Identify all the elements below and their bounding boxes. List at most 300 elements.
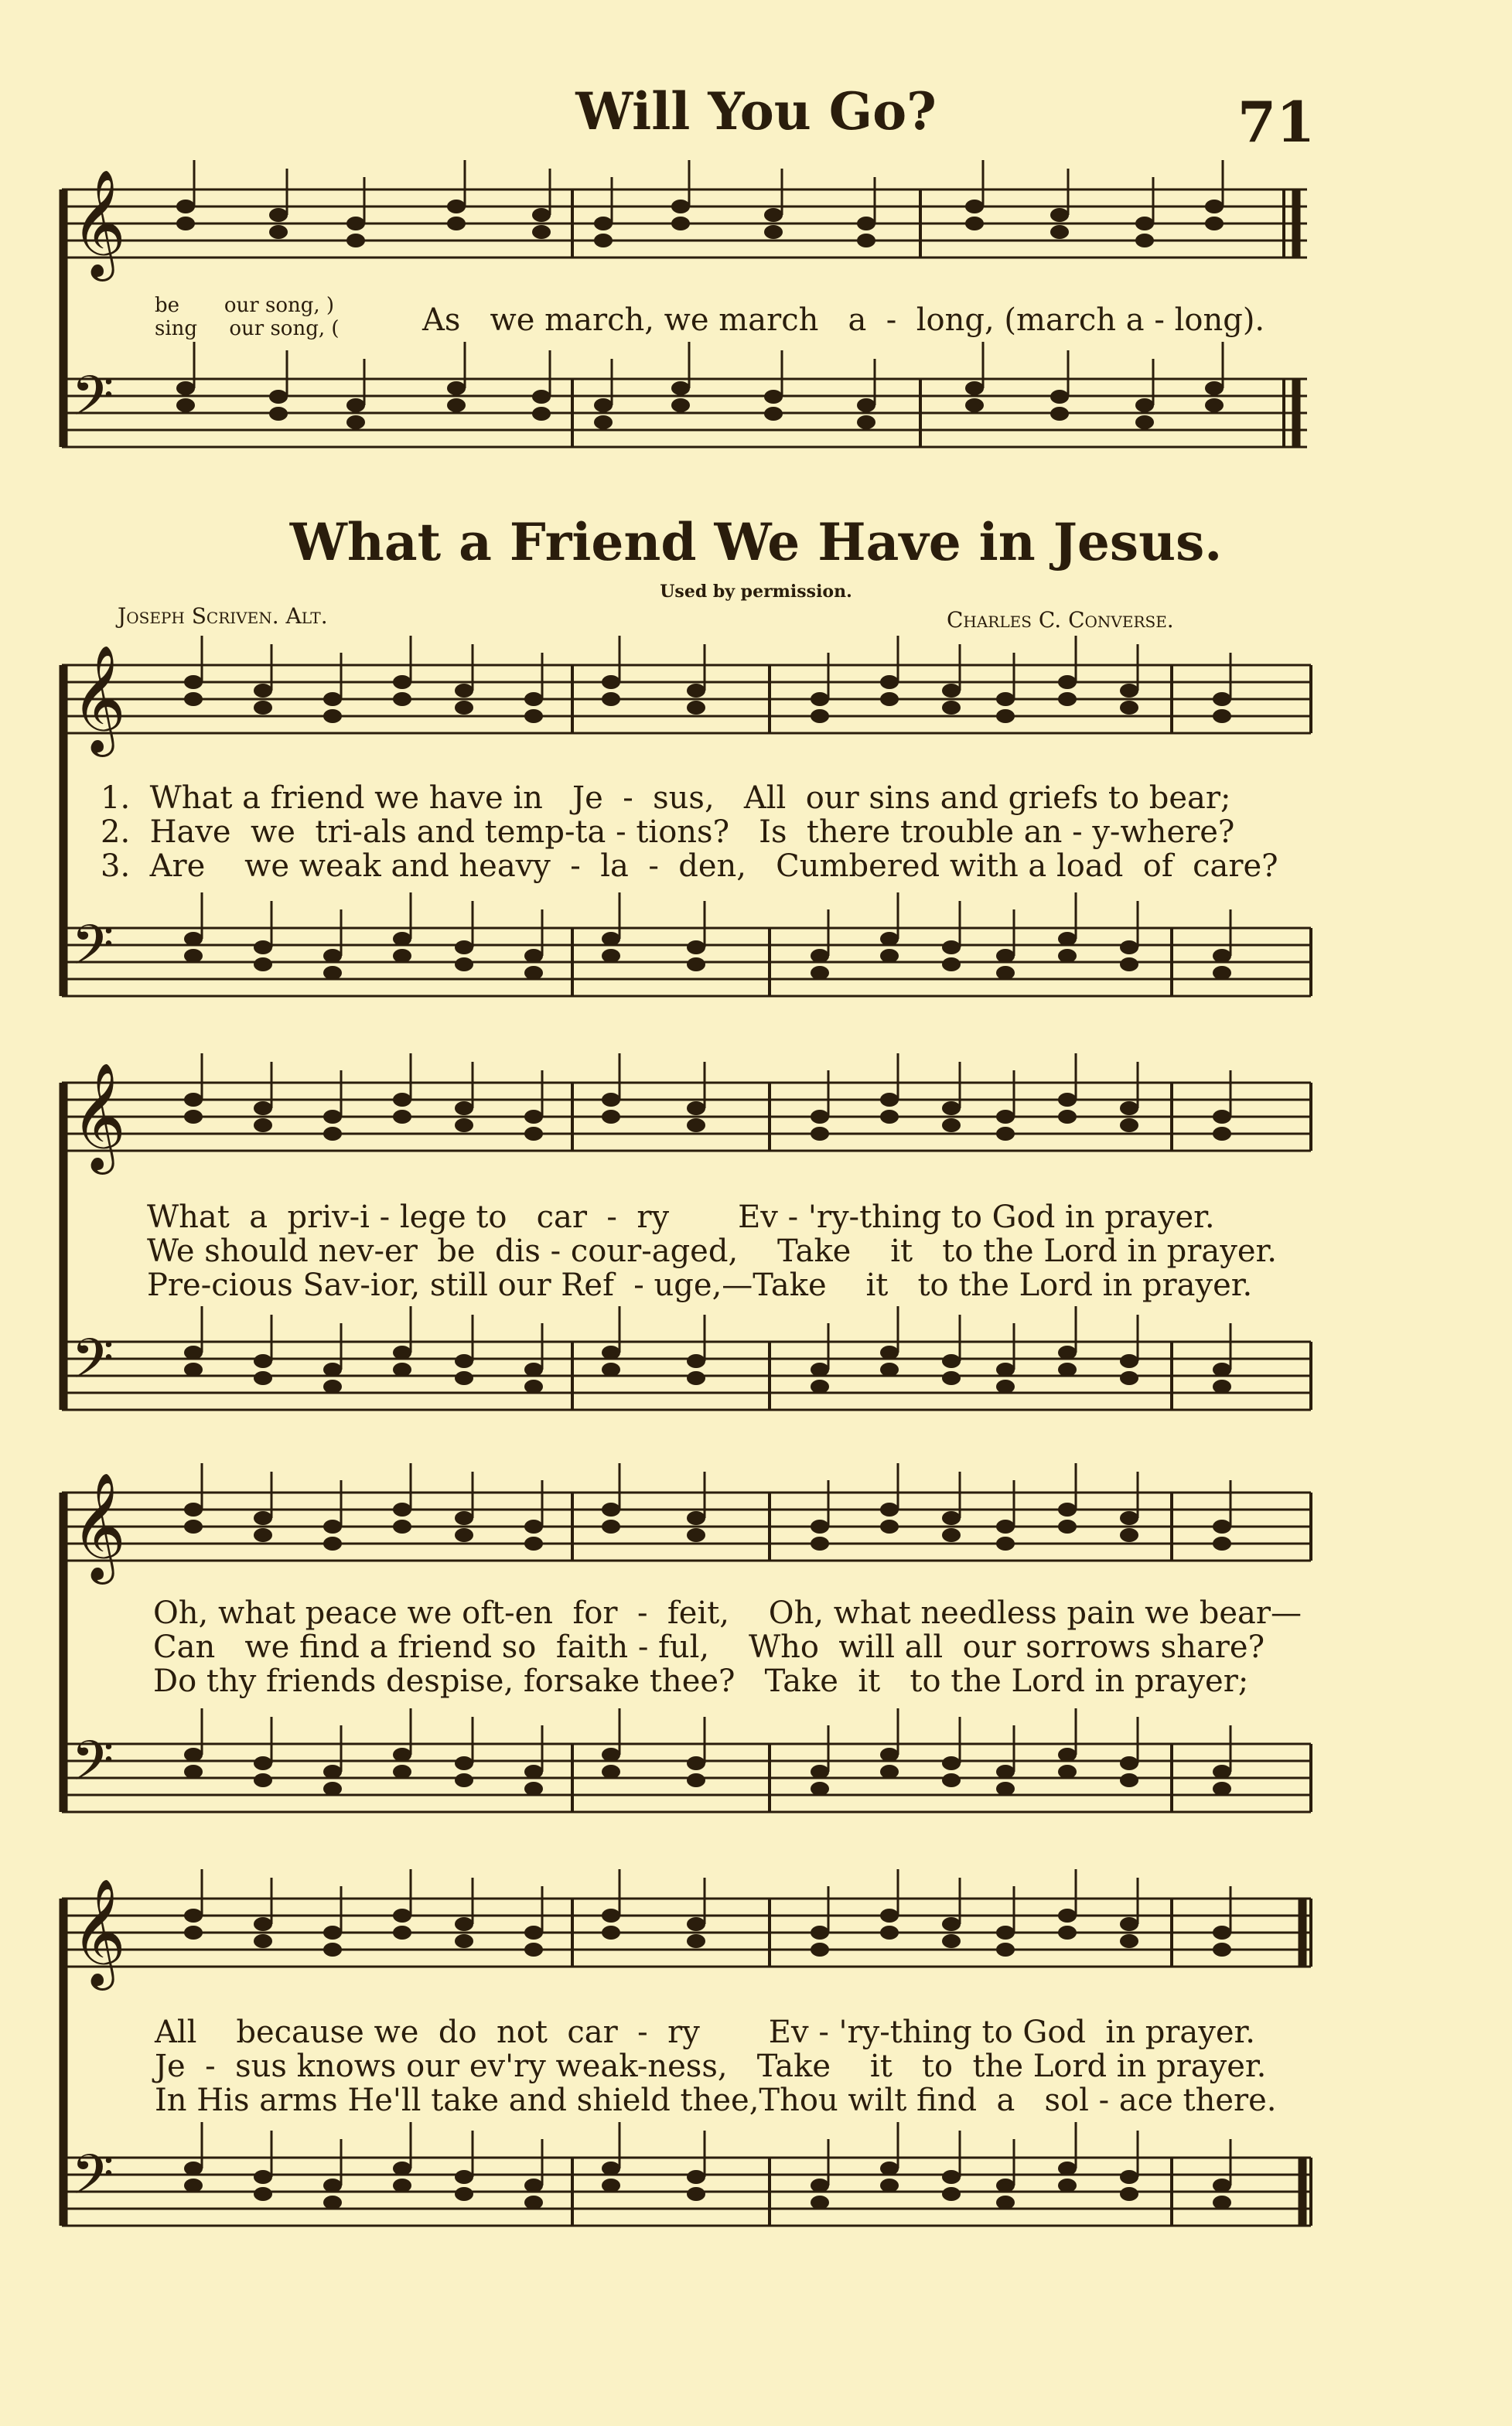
hymn1-bass-note bbox=[532, 407, 551, 421]
hymn2-system3-treble-note bbox=[1120, 1528, 1138, 1542]
hymn1-treble-note bbox=[857, 234, 875, 247]
hymn2-system1-treble-note bbox=[455, 701, 473, 715]
hymn2-system3-treble-note bbox=[184, 1503, 203, 1517]
hymn2-system3-treble-note bbox=[455, 1528, 473, 1542]
hymn1-treble-note bbox=[671, 217, 690, 230]
hymn2-system4-treble-note bbox=[1213, 1943, 1231, 1957]
hymn2-system4-bass-note bbox=[455, 2170, 473, 2184]
hymn2-system1-bass-note bbox=[1058, 932, 1077, 946]
hymn2-system2-bass-clef: 𝄢 bbox=[71, 1327, 114, 1404]
hymn2-system4-bass-note bbox=[942, 2170, 961, 2184]
hymn2-system1-bass-note bbox=[323, 966, 342, 980]
hymn1-bass-note bbox=[447, 398, 466, 412]
hymn2-system4-treble-note bbox=[524, 1926, 543, 1940]
system2-lyrics: What a priv-i - lege to car - ry Ev - 'ry-thing to God in prayer. We should nev-er be dis - cour-aged, Take it to the Lord in prayer. Pre-cious Sav-ior, still our Ref - uge,—Take it to the Lord in prayer. bbox=[147, 1199, 1277, 1303]
hymn2-system1-bass-note bbox=[811, 966, 829, 980]
hymn2-system2-bass-note bbox=[602, 1346, 620, 1360]
hymn2-system2-bass-note bbox=[1213, 1363, 1231, 1377]
hymn1-bass-note bbox=[1205, 381, 1224, 395]
hymn2-system4-bass-note bbox=[602, 2162, 620, 2175]
hymn2-system1-treble-note bbox=[880, 675, 899, 689]
hymn2-system2-bass-note bbox=[1120, 1354, 1138, 1368]
hymn2-system4-treble-note bbox=[687, 1934, 705, 1948]
hymn2-system3-bass-note bbox=[184, 1748, 203, 1762]
hymn2-system1-treble-note bbox=[880, 692, 899, 706]
hymn2-system3-treble-note bbox=[1213, 1520, 1231, 1534]
hymn2-system1-treble-note bbox=[455, 684, 473, 698]
hymn2-system1-bass-note bbox=[524, 966, 543, 980]
hymn2-system1-bass-note bbox=[996, 966, 1015, 980]
hymn1-bass-note bbox=[671, 381, 690, 395]
hymn1-treble-note bbox=[447, 217, 466, 230]
hymn2-system1-treble-note bbox=[393, 692, 411, 706]
hymn2-system1-treble-note bbox=[811, 692, 829, 706]
hymn1-bass-note bbox=[965, 381, 984, 395]
hymn2-system3-bass-note bbox=[1058, 1765, 1077, 1779]
hymn2-system4-bass-note bbox=[254, 2187, 272, 2201]
hymn2-system4-treble-note bbox=[811, 1943, 829, 1957]
author-credit: Joseph Scriven. Alt. bbox=[118, 603, 328, 629]
hymn2-system1-bass-note bbox=[996, 949, 1015, 963]
hymn2-system1-treble-note bbox=[254, 684, 272, 698]
hymn2-system1-treble-note bbox=[524, 692, 543, 706]
hymn2-system2-treble-note bbox=[184, 1093, 203, 1107]
hymn2-system2-treble-note bbox=[323, 1127, 342, 1141]
hymn1-lyric-prefix: be our song, ) sing our song, ( bbox=[155, 294, 340, 340]
hymn2-system3-bass-note bbox=[455, 1756, 473, 1770]
hymn1-bass-note bbox=[532, 390, 551, 404]
hymn2-system4-bass-note bbox=[1120, 2187, 1138, 2201]
hymn2-system1-treble-clef: 𝄞 bbox=[71, 645, 126, 752]
hymn2-system3-bass-note bbox=[996, 1765, 1015, 1779]
hymn1-treble-note bbox=[346, 234, 365, 247]
hymn2-system3-bass-note bbox=[942, 1756, 961, 1770]
hymn1-treble-note bbox=[965, 217, 984, 230]
hymn1-bass-note bbox=[269, 407, 288, 421]
hymn2-system1-bass-note bbox=[524, 949, 543, 963]
hymn2-system3-bass-note bbox=[455, 1773, 473, 1787]
system1-lyrics: 1. What a friend we have in Je - sus, All our sins and griefs to bear; 2. Have we tri-als and temp-ta - tions? Is there trouble an - y-where? 3. Are we weak and heavy - la - den, Cumbered with a load of care? bbox=[101, 780, 1278, 884]
hymn2-system3-bass-note bbox=[811, 1782, 829, 1796]
hymn1-bass-note bbox=[764, 390, 783, 404]
hymn2-system2-treble-note bbox=[393, 1110, 411, 1124]
hymn2-system3-bass-note bbox=[184, 1765, 203, 1779]
hymn2-system3-treble-note bbox=[811, 1520, 829, 1534]
hymn2-system1-bass-note bbox=[811, 949, 829, 963]
hymn2-system2-bass-note bbox=[811, 1363, 829, 1377]
permission-note: Used by permission. bbox=[660, 582, 852, 602]
hymn2-system3-treble-note bbox=[323, 1537, 342, 1551]
hymn1-treble-note bbox=[269, 208, 288, 222]
hymn2-system2-treble-clef: 𝄞 bbox=[71, 1063, 126, 1170]
hymn2-system3-treble-note bbox=[393, 1503, 411, 1517]
hymn1-bass-note bbox=[1135, 415, 1154, 429]
hymn2-system4-treble-note bbox=[880, 1926, 899, 1940]
hymn2-system1-bass-note bbox=[942, 957, 961, 971]
hymn2-system3-bass-note bbox=[254, 1773, 272, 1787]
hymn2-system2-bass-note bbox=[184, 1363, 203, 1377]
hymn2-system1-treble-note bbox=[254, 701, 272, 715]
hymn2-system2-bass-note bbox=[1058, 1363, 1077, 1377]
hymn2-system2-bass-note bbox=[1058, 1346, 1077, 1360]
hymn2-system2-bass-note bbox=[323, 1363, 342, 1377]
hymn2-system2-treble-note bbox=[687, 1118, 705, 1132]
hymn2-system4-bass-note bbox=[1213, 2196, 1231, 2209]
hymn2-system3-treble-note bbox=[602, 1503, 620, 1517]
hymn2-system2-treble-note bbox=[1058, 1110, 1077, 1124]
hymn2-system4-bass-note bbox=[880, 2179, 899, 2192]
hymn1-treble-note bbox=[671, 200, 690, 213]
hymn1-bass-note bbox=[1135, 398, 1154, 412]
hymn2-system1-bass-note bbox=[1120, 957, 1138, 971]
hymn2-system3-treble-note bbox=[811, 1537, 829, 1551]
hymn2-system4-treble-note bbox=[880, 1909, 899, 1923]
hymn2-system3-treble-note bbox=[880, 1503, 899, 1517]
hymn2-system3-bass-note bbox=[524, 1782, 543, 1796]
hymn2-system3-treble-note bbox=[455, 1511, 473, 1525]
hymn2-system3-bass-note bbox=[1058, 1748, 1077, 1762]
hymn2-system4-bass-note bbox=[687, 2187, 705, 2201]
hymn2-system1-bass-note bbox=[1213, 966, 1231, 980]
hymn1-bass-note bbox=[176, 381, 195, 395]
hymn1-treble-note bbox=[857, 217, 875, 230]
hymn2-system2-treble-note bbox=[323, 1110, 342, 1124]
hymn2-system3-bass-note bbox=[1213, 1782, 1231, 1796]
hymn1-treble-note bbox=[594, 234, 613, 247]
hymn1-bass-note bbox=[346, 415, 365, 429]
hymn1-treble-note bbox=[1135, 217, 1154, 230]
hymn2-system2-bass-note bbox=[524, 1363, 543, 1377]
hymn2-system4-bass-note bbox=[1213, 2179, 1231, 2192]
hymn2-system4-treble-clef: 𝄞 bbox=[71, 1878, 126, 1986]
hymn2-system2-treble-note bbox=[524, 1127, 543, 1141]
hymn2-system2-bass-note bbox=[687, 1371, 705, 1385]
hymn2-system4-bass-clef: 𝄢 bbox=[71, 2143, 114, 2220]
hymn2-system4-treble-note bbox=[1120, 1917, 1138, 1931]
hymn2-system4-bass-note bbox=[996, 2179, 1015, 2192]
hymn1-bass-note bbox=[764, 407, 783, 421]
hymn2-system2-treble-note bbox=[602, 1110, 620, 1124]
hymn2-system4-treble-note bbox=[687, 1917, 705, 1931]
hymn2-system4-treble-note bbox=[942, 1934, 961, 1948]
hymn2-system3-treble-note bbox=[996, 1537, 1015, 1551]
hymn2-system2-treble-note bbox=[996, 1110, 1015, 1124]
hymn2-system4-bass-note bbox=[996, 2196, 1015, 2209]
hymn2-system1-bass-note bbox=[323, 949, 342, 963]
hymn1-treble-note bbox=[1050, 208, 1069, 222]
hymn2-system2-bass-note bbox=[184, 1346, 203, 1360]
hymn2-system2-bass-note bbox=[254, 1354, 272, 1368]
hymn2-system1-treble-note bbox=[687, 701, 705, 715]
hymn2-system2-bass-note bbox=[1213, 1380, 1231, 1394]
hymn2-system2-bass-note bbox=[687, 1354, 705, 1368]
hymn2-system1-treble-note bbox=[602, 692, 620, 706]
hymn2-system1-bass-note bbox=[602, 932, 620, 946]
hymn1-bass-note bbox=[965, 398, 984, 412]
hymn2-system1-bass-note bbox=[254, 940, 272, 954]
hymn1-lyric-line: As we march, we march a - long, (march a - long). bbox=[422, 302, 1265, 338]
hymn2-system2-bass-note bbox=[1120, 1371, 1138, 1385]
hymn2-system1-bass-note bbox=[880, 932, 899, 946]
hymn1-bass-note bbox=[1050, 390, 1069, 404]
hymn2-system4-bass-note bbox=[880, 2162, 899, 2175]
hymn2-system3-bass-note bbox=[687, 1773, 705, 1787]
hymn1-bass-clef: 𝄢 bbox=[71, 364, 114, 442]
hymn2-system4-treble-note bbox=[602, 1909, 620, 1923]
hymn2-system4-treble-note bbox=[323, 1926, 342, 1940]
hymn1-treble-note bbox=[532, 208, 551, 222]
hymn2-system3-bass-note bbox=[880, 1765, 899, 1779]
hymn2-system3-bass-note bbox=[323, 1782, 342, 1796]
hymn2-system1-treble-note bbox=[323, 709, 342, 723]
hymn2-system2-treble-note bbox=[687, 1101, 705, 1115]
hymn2-system4-treble-note bbox=[184, 1926, 203, 1940]
hymn2-system3-treble-note bbox=[254, 1528, 272, 1542]
hymn2-system4-treble-note bbox=[455, 1934, 473, 1948]
hymn2-system1-treble-note bbox=[687, 684, 705, 698]
hymn2-system1-bass-note bbox=[942, 940, 961, 954]
hymn2-system3-treble-note bbox=[524, 1537, 543, 1551]
hymn2-system4-treble-note bbox=[524, 1943, 543, 1957]
hymn1-treble-note bbox=[1205, 200, 1224, 213]
hymn2-system1-treble-note bbox=[942, 701, 961, 715]
hymn2-system3-treble-note bbox=[323, 1520, 342, 1534]
hymn2-system4-treble-note bbox=[393, 1909, 411, 1923]
hymn2-system4-bass-note bbox=[811, 2196, 829, 2209]
hymn1-treble-note bbox=[764, 225, 783, 239]
hymn2-system4-treble-note bbox=[323, 1943, 342, 1957]
hymn2-system4-bass-note bbox=[455, 2187, 473, 2201]
hymn2-system4-treble-note bbox=[254, 1917, 272, 1931]
hymn2-system4-treble-note bbox=[602, 1926, 620, 1940]
hymn2-system2-bass-note bbox=[880, 1363, 899, 1377]
hymn2-system1-bass-note bbox=[254, 957, 272, 971]
hymn1-treble-note bbox=[1135, 234, 1154, 247]
hymn2-system1-treble-note bbox=[184, 692, 203, 706]
hymn2-system1-treble-note bbox=[811, 709, 829, 723]
hymn2-system1-treble-note bbox=[1058, 692, 1077, 706]
hymn2-system2-bass-note bbox=[524, 1380, 543, 1394]
hymn2-system2-bass-note bbox=[393, 1363, 411, 1377]
hymn1-treble-note bbox=[594, 217, 613, 230]
system4-lyrics: All because we do not car - ry Ev - 'ry-thing to God in prayer. Je - sus knows our ev'ry weak-ness, Take it to the Lord in prayer. In His arms He'll take and shield thee,Thou wilt find a sol - ace there. bbox=[155, 2015, 1277, 2118]
hymn2-system1-bass-note bbox=[393, 949, 411, 963]
hymn2-system2-bass-note bbox=[942, 1371, 961, 1385]
hymn2-system4-treble-note bbox=[254, 1934, 272, 1948]
hymn1-treble-note bbox=[764, 208, 783, 222]
hymn1-bass-note bbox=[857, 415, 875, 429]
hymn2-system2-treble-note bbox=[602, 1093, 620, 1107]
hymn1-treble-note bbox=[532, 225, 551, 239]
hymn2-system1-treble-note bbox=[184, 675, 203, 689]
hymn2-system3-bass-note bbox=[1213, 1765, 1231, 1779]
hymn2-system2-bass-note bbox=[880, 1346, 899, 1360]
hymn2-system3-bass-note bbox=[393, 1748, 411, 1762]
hymn2-system2-bass-note bbox=[811, 1380, 829, 1394]
hymn2-system2-treble-note bbox=[811, 1127, 829, 1141]
hymn2-system2-treble-note bbox=[524, 1110, 543, 1124]
hymn2-system3-treble-note bbox=[942, 1511, 961, 1525]
hymn1-bass-note bbox=[447, 381, 466, 395]
hymn2-system3-treble-note bbox=[1213, 1537, 1231, 1551]
hymn2-system4-bass-note bbox=[687, 2170, 705, 2184]
hymn2-system3-bass-note bbox=[393, 1765, 411, 1779]
hymn2-system2-treble-note bbox=[942, 1118, 961, 1132]
hymn2-system2-bass-note bbox=[254, 1371, 272, 1385]
hymn2-system1-bass-note bbox=[1120, 940, 1138, 954]
hymn2-system1-treble-note bbox=[1120, 684, 1138, 698]
hymn2-system2-bass-note bbox=[393, 1346, 411, 1360]
hymn2-system4-bass-note bbox=[524, 2196, 543, 2209]
hymn2-system1-treble-note bbox=[942, 684, 961, 698]
hymn2-system2-bass-note bbox=[323, 1380, 342, 1394]
hymn2-system3-bass-note bbox=[602, 1748, 620, 1762]
hymn2-system4-treble-note bbox=[1213, 1926, 1231, 1940]
hymn2-system3-treble-note bbox=[687, 1511, 705, 1525]
hymn2-system1-bass-note bbox=[687, 957, 705, 971]
hymn1-bass-note bbox=[1205, 398, 1224, 412]
hymn2-system3-bass-note bbox=[254, 1756, 272, 1770]
hymn2-system4-treble-note bbox=[942, 1917, 961, 1931]
hymn2-system2-treble-note bbox=[455, 1118, 473, 1132]
hymn2-system3-bass-note bbox=[942, 1773, 961, 1787]
hymn2-system1-bass-note bbox=[1058, 949, 1077, 963]
hymn-title-what-a-friend: What a Friend We Have in Jesus. bbox=[289, 512, 1223, 572]
hymn2-system4-treble-note bbox=[1120, 1934, 1138, 1948]
hymn2-system2-bass-note bbox=[996, 1363, 1015, 1377]
hymn2-system4-bass-note bbox=[1120, 2170, 1138, 2184]
hymn2-system1-bass-note bbox=[455, 957, 473, 971]
hymn2-system2-treble-note bbox=[1213, 1127, 1231, 1141]
hymn2-system3-bass-note bbox=[687, 1756, 705, 1770]
hymn2-system3-treble-note bbox=[602, 1520, 620, 1534]
hymn2-system1-treble-note bbox=[1120, 701, 1138, 715]
hymn2-system4-bass-note bbox=[254, 2170, 272, 2184]
hymn1-treble-note bbox=[965, 200, 984, 213]
hymn2-system3-treble-note bbox=[254, 1511, 272, 1525]
hymn2-system4-bass-note bbox=[524, 2179, 543, 2192]
hymn1-bass-note bbox=[857, 398, 875, 412]
hymn2-system2-bass-note bbox=[455, 1371, 473, 1385]
hymn1-treble-note bbox=[269, 225, 288, 239]
hymn2-system3-treble-note bbox=[1058, 1520, 1077, 1534]
hymn2-system1-bass-note bbox=[687, 940, 705, 954]
hymn2-system2-bass-note bbox=[942, 1354, 961, 1368]
hymn1-bass-note bbox=[594, 415, 613, 429]
hymn2-system4-treble-note bbox=[184, 1909, 203, 1923]
hymn2-system4-bass-note bbox=[393, 2162, 411, 2175]
hymn2-system4-bass-note bbox=[1058, 2162, 1077, 2175]
hymn2-system2-treble-note bbox=[455, 1101, 473, 1115]
hymn2-system2-treble-note bbox=[1120, 1101, 1138, 1115]
hymn2-system1-bass-note bbox=[393, 932, 411, 946]
hymn2-system2-bass-note bbox=[602, 1363, 620, 1377]
hymn2-system4-bass-note bbox=[323, 2196, 342, 2209]
hymn2-system1-bass-note bbox=[880, 949, 899, 963]
hymn2-system1-treble-note bbox=[1213, 709, 1231, 723]
hymn2-system2-bass-note bbox=[996, 1380, 1015, 1394]
hymn2-system2-treble-note bbox=[811, 1110, 829, 1124]
hymn2-system3-bass-note bbox=[323, 1765, 342, 1779]
hymn2-system3-treble-note bbox=[687, 1528, 705, 1542]
system3-lyrics: Oh, what peace we oft-en for - feit, Oh, what needless pain we bear— Can we find a friend so faith - ful, Who will all our sorrows share? Do thy friends despise, forsake thee? Take it to the Lord in prayer; bbox=[153, 1595, 1302, 1699]
hymn2-system4-treble-note bbox=[811, 1926, 829, 1940]
hymn2-system3-bass-note bbox=[524, 1765, 543, 1779]
hymn2-system3-treble-note bbox=[524, 1520, 543, 1534]
hymn2-system3-treble-note bbox=[1058, 1503, 1077, 1517]
hymn2-system4-bass-note bbox=[184, 2179, 203, 2192]
hymn2-system1-treble-note bbox=[996, 709, 1015, 723]
hymn2-system3-treble-note bbox=[880, 1520, 899, 1534]
hymn2-system1-treble-note bbox=[393, 675, 411, 689]
hymn2-system3-bass-note bbox=[1120, 1773, 1138, 1787]
hymn2-system3-bass-note bbox=[811, 1765, 829, 1779]
hymn1-treble-note bbox=[1205, 217, 1224, 230]
hymn2-system4-treble-note bbox=[393, 1926, 411, 1940]
hymn2-system2-bass-note bbox=[455, 1354, 473, 1368]
hymn2-system3-bass-note bbox=[602, 1765, 620, 1779]
page-number: 71 bbox=[1237, 89, 1316, 155]
hymn1-treble-note bbox=[176, 200, 195, 213]
composer-credit: Charles C. Converse. bbox=[947, 607, 1174, 633]
hymn2-system2-treble-note bbox=[996, 1127, 1015, 1141]
hymn2-system1-bass-note bbox=[1213, 949, 1231, 963]
hymn2-system2-treble-note bbox=[1213, 1110, 1231, 1124]
hymn2-system3-treble-note bbox=[996, 1520, 1015, 1534]
hymn2-system2-treble-note bbox=[942, 1101, 961, 1115]
hymn2-system2-treble-note bbox=[1120, 1118, 1138, 1132]
hymn2-system2-treble-note bbox=[393, 1093, 411, 1107]
hymn2-system3-bass-note bbox=[996, 1782, 1015, 1796]
hymn2-system4-bass-note bbox=[811, 2179, 829, 2192]
hymn2-system3-bass-clef: 𝄢 bbox=[71, 1729, 114, 1807]
hymn1-bass-note bbox=[269, 390, 288, 404]
hymn2-system1-treble-note bbox=[602, 675, 620, 689]
hymn2-system2-treble-note bbox=[254, 1101, 272, 1115]
hymn2-system1-bass-note bbox=[455, 940, 473, 954]
hymn2-system1-bass-note bbox=[184, 932, 203, 946]
hymn2-system4-bass-note bbox=[323, 2179, 342, 2192]
hymn2-system1-treble-note bbox=[1058, 675, 1077, 689]
hymn2-system2-treble-note bbox=[254, 1118, 272, 1132]
hymn2-system1-treble-note bbox=[524, 709, 543, 723]
hymn2-system2-treble-note bbox=[184, 1110, 203, 1124]
hymn2-system4-bass-note bbox=[602, 2179, 620, 2192]
hymn2-system2-treble-note bbox=[880, 1093, 899, 1107]
hymn2-system1-bass-note bbox=[184, 949, 203, 963]
hymn2-system4-bass-note bbox=[942, 2187, 961, 2201]
hymn2-system2-treble-note bbox=[1058, 1093, 1077, 1107]
hymn-title-will-you-go: Will You Go? bbox=[575, 81, 937, 142]
hymn2-system3-treble-note bbox=[184, 1520, 203, 1534]
hymn2-system4-treble-note bbox=[1058, 1909, 1077, 1923]
hymn2-system1-treble-note bbox=[323, 692, 342, 706]
hymn2-system1-bass-clef: 𝄢 bbox=[71, 913, 114, 991]
hymn2-system1-treble-note bbox=[1213, 692, 1231, 706]
hymn1-bass-note bbox=[176, 398, 195, 412]
hymn2-system4-treble-note bbox=[1058, 1926, 1077, 1940]
hymn2-system3-treble-clef: 𝄞 bbox=[71, 1472, 126, 1580]
hymn2-system3-treble-note bbox=[393, 1520, 411, 1534]
hymn2-system3-treble-note bbox=[1120, 1511, 1138, 1525]
hymn1-treble-note bbox=[1050, 225, 1069, 239]
hymn1-bass-note bbox=[346, 398, 365, 412]
hymn1-bass-note bbox=[1050, 407, 1069, 421]
hymn2-system4-treble-note bbox=[996, 1943, 1015, 1957]
hymn1-treble-note bbox=[176, 217, 195, 230]
hymn2-system4-treble-note bbox=[996, 1926, 1015, 1940]
hymn2-system3-bass-note bbox=[1120, 1756, 1138, 1770]
